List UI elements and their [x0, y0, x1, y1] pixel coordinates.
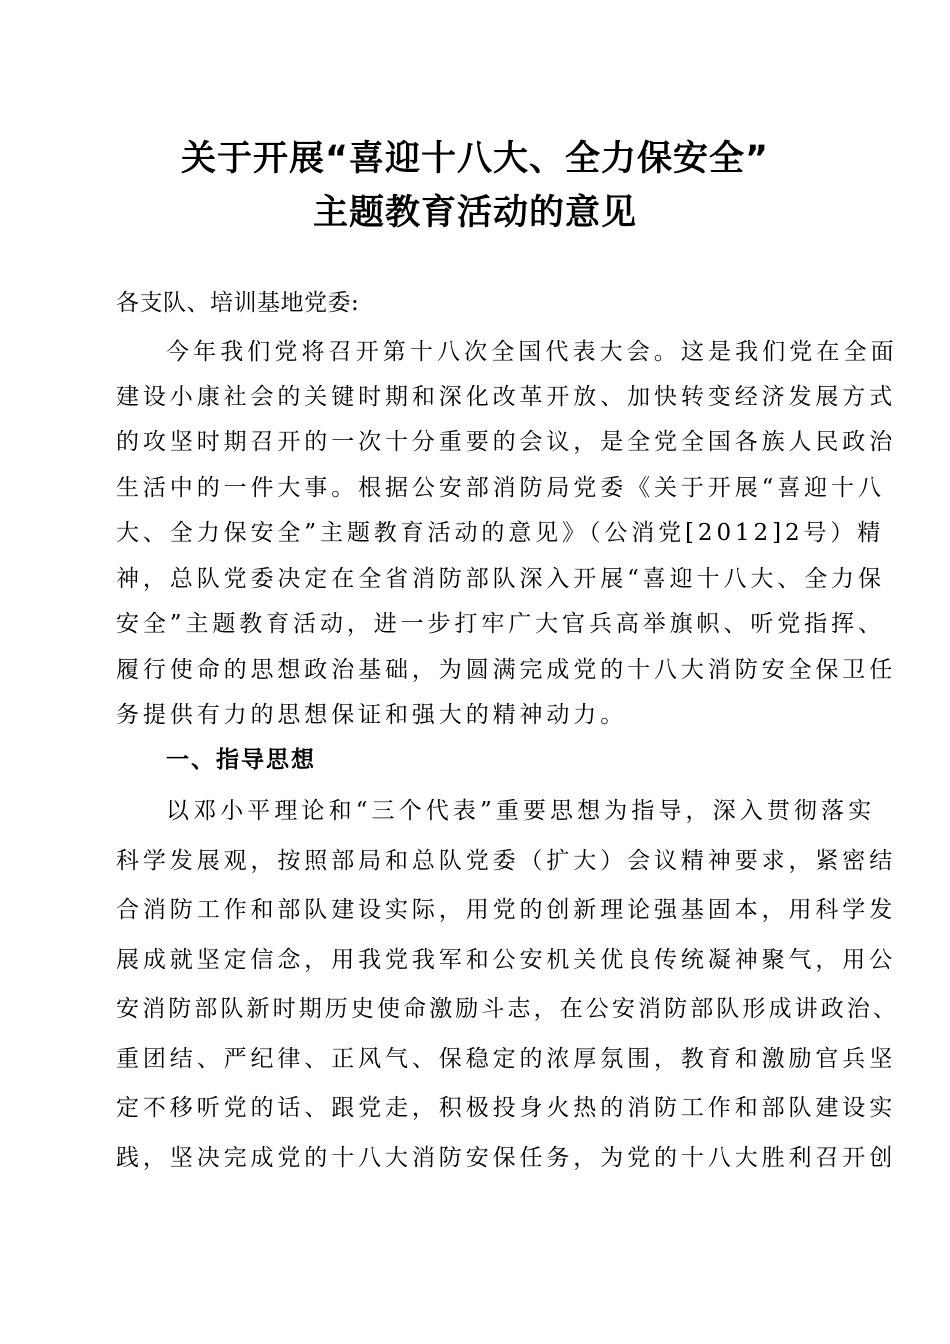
paragraph-line: 生活中的一件大事。根据公安部消防局党委《关于开展“喜迎十八 — [116, 475, 885, 501]
paragraph-line: 建设小康社会的关键时期和深化改革开放、加快转变经济发展方式 — [116, 384, 897, 410]
paragraph-line: 科学发展观，按照部局和总队党委（扩大）会议精神要求，紧密结 — [116, 848, 897, 874]
paragraph-line: 合消防工作和部队建设实际，用党的创新理论强基固本，用科学发 — [116, 897, 897, 923]
paragraph-line: 务提供有力的思想保证和强大的精神动力。 — [116, 702, 628, 728]
paragraph-line: 大、全力保安全”主题教育活动的意见》（公消党[2012]2号）精 — [116, 520, 885, 546]
paragraph-line: 履行使命的思想政治基础，为圆满完成党的十八大消防安全保卫任 — [116, 657, 897, 683]
paragraph-line: 践，坚决完成党的十八大消防安保任务，为党的十八大胜利召开创 — [116, 1145, 897, 1171]
paragraph-line: 重团结、严纪律、正风气、保稳定的浓厚氛围，教育和激励官兵坚 — [116, 1046, 897, 1072]
paragraph-line: 展成就坚定信念，用我党我军和公安机关优良传统凝神聚气，用公 — [116, 947, 897, 973]
document-title-line-1: 关于开展“喜迎十八大、全力保安全” — [180, 139, 769, 179]
paragraph-line: 的攻坚时期召开的一次十分重要的会议，是全党全国各族人民政治 — [116, 429, 897, 455]
paragraph-line: 神，总队党委决定在全省消防部队深入开展“喜迎十八大、全力保 — [116, 566, 885, 592]
salutation: 各支队、培训基地党委: — [116, 290, 360, 316]
document-title-line-2: 主题教育活动的意见 — [312, 193, 637, 233]
section-heading: 一、指导思想 — [166, 747, 316, 773]
paragraph-line: 定不移听党的话、跟党走，积极投身火热的消防工作和部队建设实 — [116, 1095, 897, 1121]
paragraph-line: 今年我们党将召开第十八次全国代表大会。这是我们党在全面 — [166, 339, 898, 365]
paragraph-line: 安消防部队新时期历史使命激励斗志，在公安消防部队形成讲政治、 — [116, 996, 899, 1022]
paragraph-line: 安全”主题教育活动，进一步打牢广大官兵高举旗帜、听党指挥、 — [116, 611, 885, 637]
paragraph-line: 以邓小平理论和“三个代表”重要思想为指导，深入贯彻落实 — [166, 798, 876, 824]
